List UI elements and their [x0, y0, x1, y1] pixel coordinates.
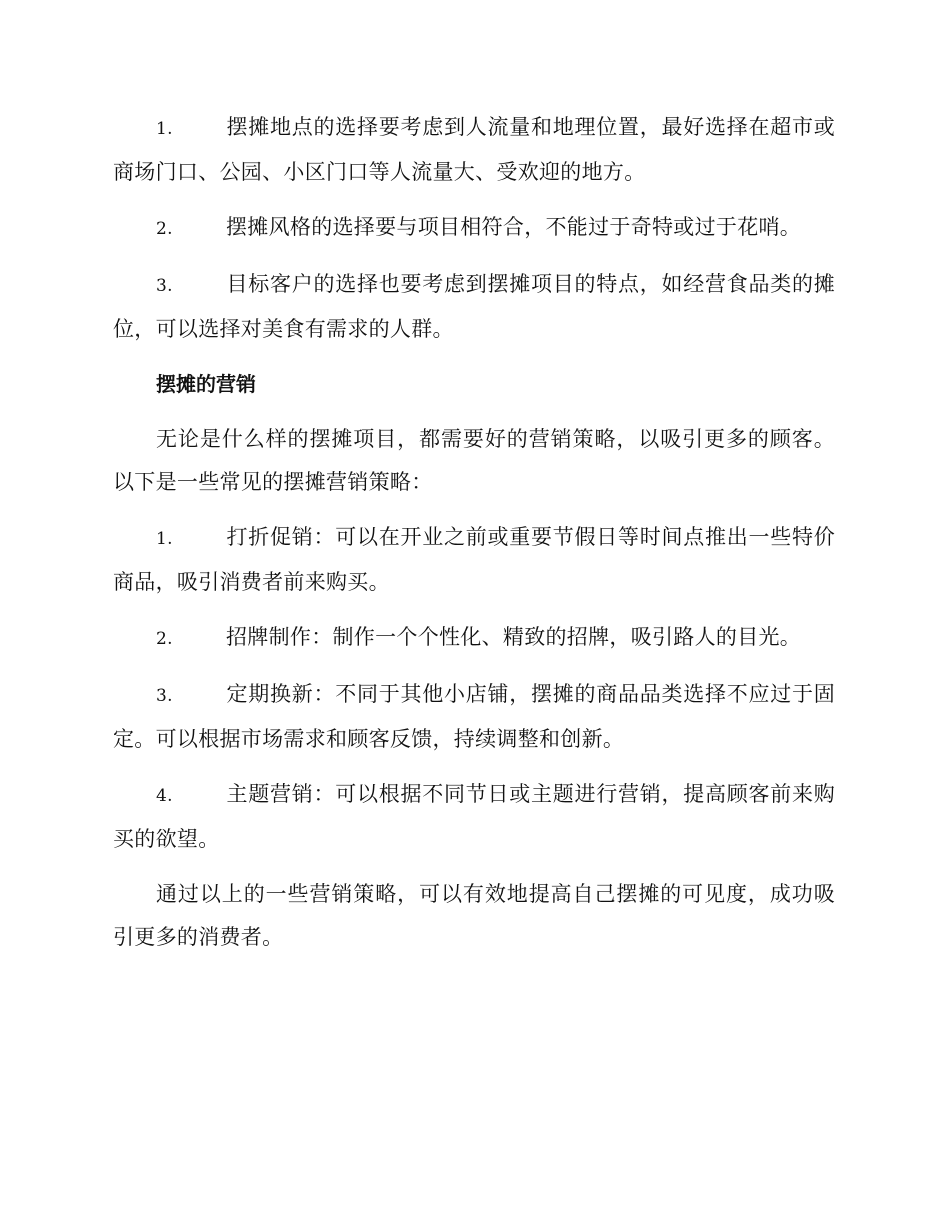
section-heading: 摆摊的营销	[156, 372, 256, 396]
document-page	[113, 106, 835, 971]
list-number: 2.	[156, 629, 173, 649]
list-text: 定期换新：不同于其他小店铺，摆摊的商品品类选择不应过于固定。可以根据市场需求和顾客反馈，持续调整和创新。	[113, 682, 835, 751]
list-text: 打折促销：可以在开业之前或重要节假日等时间点推出一些特价商品，吸引消费者前来购买。	[113, 525, 835, 594]
list-number: 3.	[156, 686, 173, 706]
intro-paragraph: 无论是什么样的摆摊项目，都需要好的营销策略，以吸引更多的顾客。以下是一些常见的摆摊营销策略：	[113, 427, 835, 494]
list-item	[113, 773, 835, 861]
list-text: 摆摊地点的选择要考虑到人流量和地理位置，最好选择在超市或商场门口、公园、小区门口等人流量大、受欢迎的地方。	[113, 115, 835, 184]
list-item	[113, 616, 835, 661]
conclusion-paragraph: 通过以上的一些营销策略，可以有效地提高自己摆摊的可见度，成功吸引更多的消费者。	[113, 882, 835, 949]
list-text: 摆摊风格的选择要与项目相符合，不能过于奇特或过于花哨。	[226, 215, 802, 239]
list-item	[113, 206, 835, 251]
list-text: 主题营销：可以根据不同节日或主题进行营销，提高顾客前来购买的欲望。	[113, 782, 835, 851]
list-number: 3.	[156, 276, 173, 296]
list-number: 2.	[156, 219, 173, 239]
list-item	[113, 516, 835, 604]
list-text: 招牌制作：制作一个个性化、精致的招牌，吸引路人的目光。	[226, 625, 802, 649]
list-item	[113, 673, 835, 761]
list-number: 1.	[156, 529, 173, 549]
list-text: 目标客户的选择也要考虑到摆摊项目的特点，如经营食品类的摊位，可以选择对美食有需求的人群。	[113, 272, 835, 341]
list-number: 4.	[156, 786, 173, 806]
list-item	[113, 106, 835, 194]
list-number: 1.	[156, 119, 173, 139]
list-item	[113, 263, 835, 351]
